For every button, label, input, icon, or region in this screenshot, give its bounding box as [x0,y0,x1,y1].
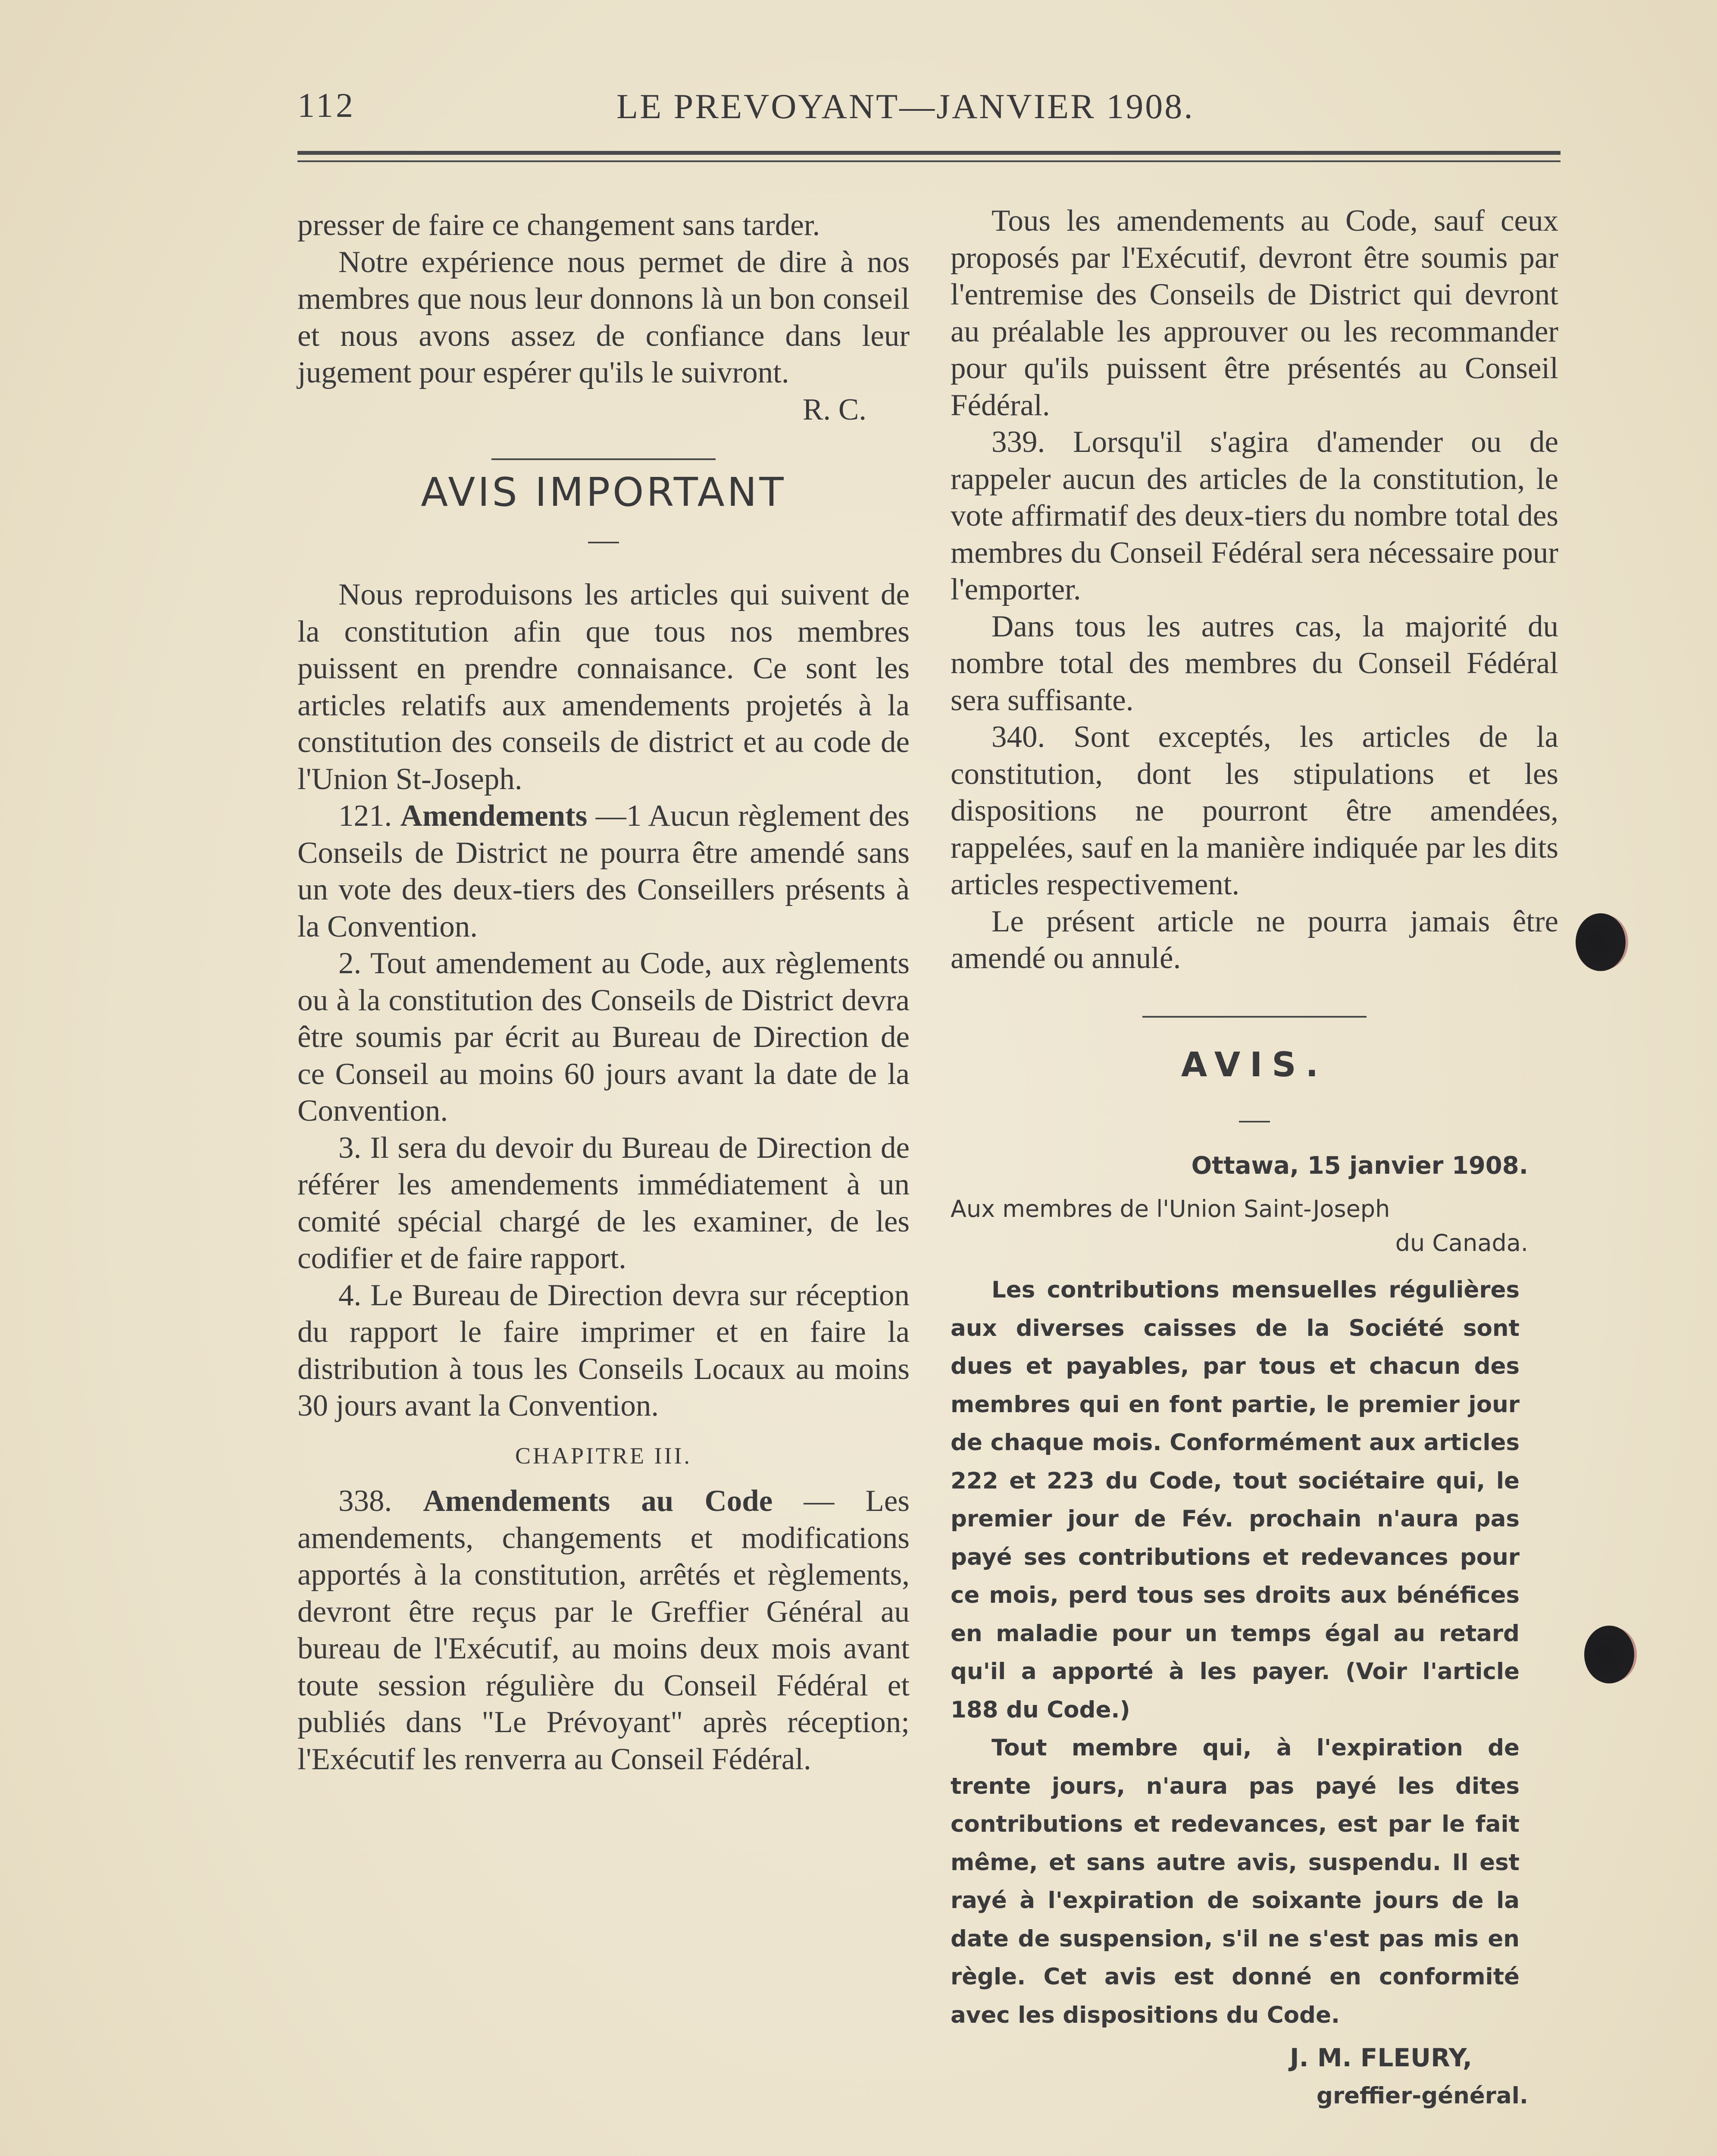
dateline: Ottawa, 15 janvier 1908. [1191,1151,1528,1180]
article-121-heading: Amendements [400,799,588,833]
author-initials: R. C. [803,392,866,426]
notice-body [951,1271,1520,2034]
intro-paragraph-1: presser de faire ce changement sans tarder. [297,208,820,242]
articles-intro: Nous reproduisons les articles qui suivent de la constitution afin que tous nos membres puissent en prendre connaisance. Ce sont les articles relatifs aux amendements projetés à la constitution des conseils de district et au code de l'Union St-Joseph. [297,578,910,796]
final-paragraph: Le présent article ne pourra jamais être amendé ou annulé. [951,904,1558,975]
article-338 [297,1483,910,1778]
avis-title: AVIS. [1181,1045,1328,1084]
binding-hole-lower [1584,1626,1634,1683]
article-121 [297,798,910,945]
notice-paragraph-1: Les contributions mensuelles régulières aux diverses caisses de la Société sont dues et payables, par tous et chacun des membres qui en font partie, le premier jour de chaque mois. Conformément aux articles 222 et 223 du Code, tout sociétaire qui, le premier jour de Fév. prochain n'aura pas payé ses contributions et redevances pour ce mois, perd tous ses droits aux bénéfices en maladie pour un temps égal au retard qu'il a apporté à les payer. (Voir l'article 188 du Code.) [951,1277,1520,1723]
signature-name: J. M. FLEURY, [1290,2043,1472,2072]
article-339: 339. Lorsqu'il s'agira d'amender ou de rappeler aucun des articles de la constitution, le vote affirmatif des deux-tiers du nombre total des membres du Conseil Fédéral sera nécessaire pour l'emporter. [951,425,1558,606]
title-dash: — [588,523,619,557]
article-121-item-2: 2. Tout amendement au Code, aux règlements ou à la constitution des Conseils de District devra être soumis par écrit au Bureau de Direction de ce Conseil au moins 60 jours avant la date de la Convention. [297,946,910,1128]
notice-paragraph-2: Tout membre qui, à l'expiration de trente jours, n'aura pas payé les dites contributions et redevances, est par le fait même, et sans autre avis, suspendu. Il est rayé à l'expiration de soixante jours de la date de suspension, s'il ne s'est pas mis en règle. Cet avis est donné en conformité avec les dispositions du Code. [951,1735,1520,2028]
intro-paragraph-2: Notre expérience nous permet de dire à nos membres que nous leur donnons là un bon conseil et nous avons assez de confiance dans leur jugement pour espérer qu'ils le suivront. [297,245,910,389]
address-line-2: du Canada. [1395,1229,1528,1257]
article-338-number: 338. [338,1484,392,1518]
avis-divider [1142,1016,1367,1018]
right-column [951,203,1558,2115]
page-header [297,86,1556,138]
article-121-text: —1 Aucun règlement des Conseils de District ne pourra être amendé sans un vote des deux-tiers des Conseillers présents à la Convention. [297,799,910,943]
article-338-heading: Amendements au Code [423,1484,773,1518]
binding-hole-upper [1576,913,1626,971]
article-121-item-3: 3. Il sera du devoir du Bureau de Direction de référer les amendements immédiatement à un comité spécial chargé de les examiner, de les codifier et de faire rapport. [297,1131,910,1275]
left-column [297,207,910,1778]
article-121-item-4: 4. Le Bureau de Direction devra sur réception du rapport le faire imprimer et en faire la distribution à tous les Conseils Locaux au moins 30 jours avant la Convention. [297,1278,910,1423]
section-divider [491,458,716,460]
header-rule-thin [297,160,1561,162]
other-cases-paragraph: Dans tous les autres cas, la majorité du nombre total des membres du Conseil Fédéral sera suffisante. [951,609,1558,717]
running-title: LE PREVOYANT—JANVIER 1908. [616,87,1195,126]
chapter-heading: CHAPITRE III. [515,1442,692,1469]
page-number: 112 [297,87,356,125]
signature-title: greffier-général. [1317,2082,1528,2109]
article-340: 340. Sont exceptés, les articles de la constitution, dont les stipulations et les dispositions ne pourront être amendées, rappelées, sauf en la manière indiquée par les dits articles respectivement. [951,720,1558,901]
amendments-paragraph: Tous les amendements au Code, sauf ceux proposés par l'Exécutif, devront être soumis par l'entremise des Conseils de District qui devront au préalable les approuver ou les recommander pour qu'ils puissent être présentés au Conseil Fédéral. [951,204,1558,422]
article-338-text: — Les amendements, changements et modifications apportés à la constitution, arrêtés et règlements, devront être reçus par le Greffier Général au bureau de l'Exécutif, au moins deux mois avant toute session régulière du Conseil Fédéral et publiés dans "Le Prévoyant" après réception; l'Exécutif les renverra au Conseil Fédéral. [297,1484,910,1776]
section-title: AVIS IMPORTANT [421,469,786,515]
address-line-1: Aux membres de l'Union Saint-Joseph [951,1195,1390,1222]
article-121-number: 121. [338,799,392,833]
avis-dash: — [1239,1102,1270,1136]
header-rule-thick [297,151,1561,155]
